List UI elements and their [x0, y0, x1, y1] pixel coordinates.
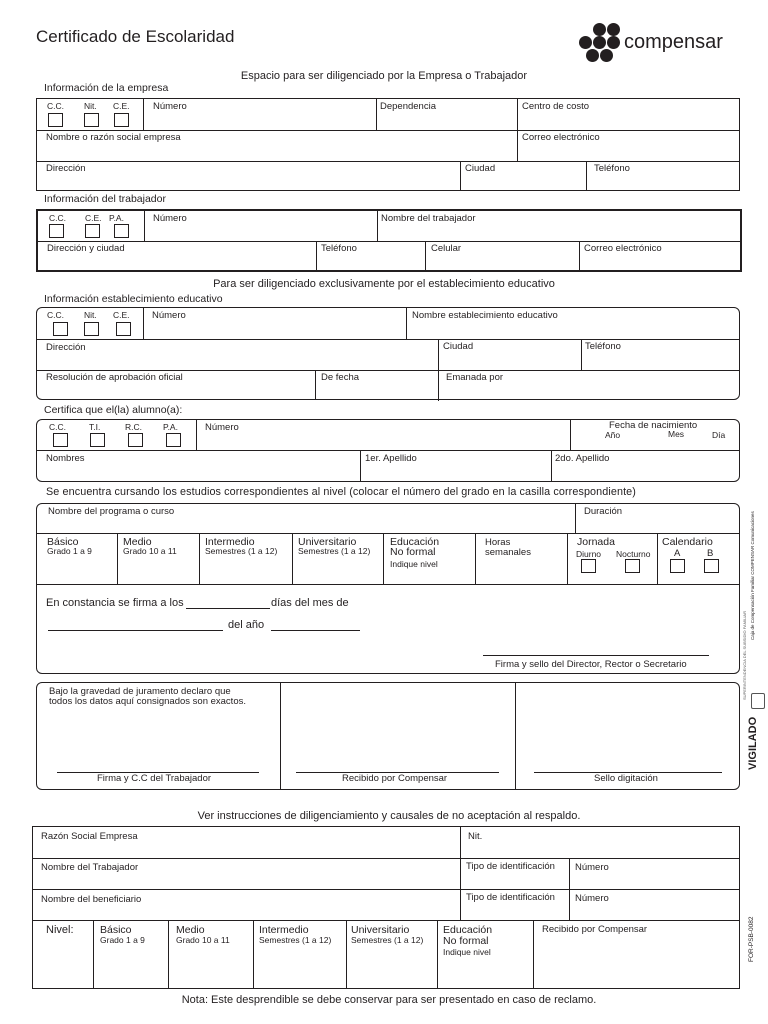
- trabajador-block: [36, 209, 742, 272]
- jornada-nocturno-label: Nocturno: [616, 549, 651, 559]
- logo-dot-icon: [607, 23, 620, 36]
- logo-dot-icon: [586, 49, 599, 62]
- establecimiento-block: [36, 307, 740, 400]
- caja-compensacion-vertical: Caja de Compensación Familiar COMPENSAR Comunicaciones: [750, 511, 755, 640]
- establecimiento-emanada-field[interactable]: Emanada por: [446, 372, 504, 383]
- nivel-intermedio-label: Intermedio: [205, 536, 255, 548]
- desp-beneficiario-field[interactable]: Nombre del beneficiario: [41, 894, 142, 905]
- nivel-universitario-sub: Semestres (1 a 12): [298, 546, 371, 556]
- logo-dot-icon: [579, 36, 592, 49]
- firma-director-label: Firma y sello del Director, Rector o Secretario: [495, 659, 687, 670]
- firma-trabajador-label: Firma y C.C del Trabajador: [97, 773, 212, 784]
- desp-basico-label: Básico: [100, 924, 132, 936]
- nivel-basico-sub: Grado 1 a 9: [47, 546, 92, 556]
- jornada-diurno-label: Diurno: [576, 549, 602, 559]
- empresa-correo-field[interactable]: Correo electrónico: [522, 132, 600, 143]
- desp-universitario-label: Universitario: [351, 924, 410, 936]
- empresa-telefono-field[interactable]: Teléfono: [594, 163, 630, 174]
- desp-numero-2-field[interactable]: Número: [575, 893, 609, 904]
- desp-universitario-sub: Semestres (1 a 12): [351, 935, 424, 945]
- trabajador-celular-field[interactable]: Celular: [431, 243, 462, 254]
- desp-medio-label: Medio: [176, 924, 205, 936]
- calendario-b-checkbox[interactable]: [704, 559, 719, 573]
- estudios-intro: Se encuentra cursando los estudios correspondientes al nivel (colocar el número del grado en la casilla correspondiente): [46, 486, 636, 498]
- page-title: Certificado de Escolaridad: [36, 27, 235, 46]
- calendario-a-checkbox[interactable]: [670, 559, 685, 573]
- id-type-cc-label: C.C.: [49, 213, 66, 223]
- constancia-ano-line[interactable]: [271, 630, 360, 631]
- establecimiento-resolucion-field[interactable]: Resolución de aprobación oficial: [46, 372, 183, 383]
- desp-nombre-trabajador-field[interactable]: Nombre del Trabajador: [41, 862, 139, 873]
- jornada-label: Jornada: [577, 536, 615, 548]
- section-intro-establecimiento: Para ser diligenciado exclusivamente por el establecimiento educativo: [213, 278, 555, 290]
- fecha-nacimiento-label: Fecha de nacimiento: [609, 420, 698, 431]
- establecimiento-fecha-field[interactable]: De fecha: [321, 372, 360, 383]
- jornada-diurno-checkbox[interactable]: [581, 559, 596, 573]
- desp-numero-1-field[interactable]: Número: [575, 862, 609, 873]
- id-type-nit-label: Nit.: [84, 101, 97, 111]
- empresa-centro-costo-field[interactable]: Centro de costo: [522, 101, 590, 112]
- desp-indique-label: Indique nivel: [443, 947, 491, 957]
- firma-director-line[interactable]: [483, 655, 709, 656]
- establecimiento-telefono-field[interactable]: Teléfono: [585, 341, 621, 352]
- empresa-section-label: Información de la empresa: [44, 82, 169, 94]
- establecimiento-nombre-field[interactable]: Nombre establecimiento educativo: [412, 310, 558, 321]
- alumno-apellido2-field[interactable]: 2do. Apellido: [555, 453, 610, 464]
- juramento-text-2: todos los datos aquí consignados son exactos.: [49, 696, 246, 707]
- vigilado-vertical: VIGILADO: [747, 716, 759, 770]
- desp-nit-field[interactable]: Nit.: [468, 831, 483, 842]
- constancia-text-b: días del mes de: [271, 597, 349, 609]
- constancia-del-ano: del año: [228, 619, 265, 631]
- desp-intermedio-sub: Semestres (1 a 12): [259, 935, 332, 945]
- sello-digitacion-label: Sello digitación: [594, 773, 658, 784]
- empresa-direccion-field[interactable]: Dirección: [46, 163, 86, 174]
- id-type-cc-checkbox[interactable]: [53, 433, 68, 447]
- id-type-cc-label: C.C.: [49, 422, 66, 432]
- id-type-ce-checkbox[interactable]: [116, 322, 131, 336]
- jornada-nocturno-checkbox[interactable]: [625, 559, 640, 573]
- desp-tipo-id-1-field[interactable]: Tipo de identificación: [466, 861, 555, 872]
- id-type-nit-checkbox[interactable]: [84, 113, 99, 127]
- trabajador-section-label: Información del trabajador: [44, 193, 166, 205]
- establecimiento-numero-field[interactable]: Número: [152, 310, 186, 321]
- desp-medio-sub: Grado 10 a 11: [176, 935, 230, 945]
- calendario-a-label: A: [674, 548, 681, 559]
- programa-field[interactable]: Nombre del programa o curso: [48, 506, 175, 517]
- instrucciones-text: Ver instrucciones de diligenciamiento y causales de no aceptación al respaldo.: [197, 810, 581, 822]
- id-type-ti-checkbox[interactable]: [90, 433, 105, 447]
- logo-dot-icon: [600, 49, 613, 62]
- logo-dot-icon: [593, 23, 606, 36]
- desp-educacion-label: Educación: [443, 924, 493, 936]
- empresa-numero-field[interactable]: Número: [153, 101, 187, 112]
- supersubsidio-seal-icon: [751, 693, 765, 709]
- id-type-cc-checkbox[interactable]: [49, 224, 64, 238]
- id-type-cc-checkbox[interactable]: [53, 322, 68, 336]
- desp-tipo-id-2-field[interactable]: Tipo de identificación: [466, 892, 555, 903]
- fecha-ano-field[interactable]: Año: [605, 430, 621, 440]
- alumno-nombres-field[interactable]: Nombres: [46, 453, 85, 464]
- logo-dot-icon: [593, 36, 606, 49]
- id-type-nit-checkbox[interactable]: [84, 322, 99, 336]
- id-type-ce-label: C.E.: [85, 213, 102, 223]
- alumno-numero-field[interactable]: Número: [205, 422, 239, 433]
- id-type-cc-checkbox[interactable]: [48, 113, 63, 127]
- id-type-ce-checkbox[interactable]: [85, 224, 100, 238]
- desp-no-formal-label: No formal: [443, 935, 489, 947]
- section-intro-empresa: Espacio para ser diligenciado por la Empresa o Trabajador: [240, 70, 528, 82]
- constancia-mes-line[interactable]: [48, 630, 223, 631]
- trabajador-correo-field[interactable]: Correo electrónico: [584, 243, 662, 254]
- alumno-section-label: Certifica que el(la) alumno(a):: [44, 404, 183, 416]
- trabajador-nombre-field[interactable]: Nombre del trabajador: [381, 213, 476, 224]
- id-type-cc-label: C.C.: [47, 310, 64, 320]
- nivel-medio-label: Medio: [123, 536, 152, 548]
- trabajador-numero-field[interactable]: Número: [153, 213, 187, 224]
- id-type-nit-label: Nit.: [84, 310, 97, 320]
- id-type-pa-label: P.A.: [109, 213, 124, 223]
- nivel-educacion-label: Educación: [390, 536, 440, 548]
- trabajador-telefono-field[interactable]: Teléfono: [321, 243, 357, 254]
- establecimiento-direccion-field[interactable]: Dirección: [46, 342, 86, 353]
- estudios-block: [36, 503, 740, 674]
- id-type-rc-checkbox[interactable]: [128, 433, 143, 447]
- calendario-label: Calendario: [662, 536, 713, 548]
- nivel-medio-sub: Grado 10 a 11: [123, 546, 177, 556]
- nivel-basico-label: Básico: [47, 536, 79, 548]
- id-type-pa-label: P.A.: [163, 422, 178, 432]
- nota-text: Nota: Este desprendible se debe conservar para ser presentado en caso de reclamo.: [181, 994, 597, 1006]
- desp-razon-social-field[interactable]: Razón Social Empresa: [41, 831, 138, 842]
- form-code-vertical: FOR-PSB-0082: [748, 916, 755, 962]
- desp-intermedio-label: Intermedio: [259, 924, 309, 936]
- id-type-pa-checkbox[interactable]: [114, 224, 129, 238]
- calendario-b-label: B: [707, 548, 714, 559]
- trabajador-direccion-field[interactable]: Dirección y ciudad: [47, 243, 125, 254]
- juramento-block: [36, 682, 740, 790]
- logo-dot-icon: [607, 36, 620, 49]
- id-type-ce-checkbox[interactable]: [114, 113, 129, 127]
- establecimiento-ciudad-field[interactable]: Ciudad: [443, 341, 474, 352]
- desp-basico-sub: Grado 1 a 9: [100, 935, 145, 945]
- id-type-rc-label: R.C.: [125, 422, 142, 432]
- empresa-ciudad-field[interactable]: Ciudad: [465, 163, 496, 174]
- supersubsidio-vertical: SUPERINTENDENCIA DEL SUBSIDIO FAMILIAR: [742, 611, 747, 700]
- nivel-intermedio-sub: Semestres (1 a 12): [205, 546, 278, 556]
- duracion-field[interactable]: Duración: [584, 506, 623, 517]
- nivel-no-formal-label: No formal: [390, 546, 436, 558]
- id-type-pa-checkbox[interactable]: [166, 433, 181, 447]
- constancia-text-a: En constancia se firma a los: [46, 597, 184, 609]
- id-type-ce-label: C.E.: [113, 101, 130, 111]
- empresa-dependencia-field[interactable]: Dependencia: [380, 101, 436, 112]
- recibido-compensar-label: Recibido por Compensar: [342, 773, 448, 784]
- compensar-logo: [578, 22, 748, 62]
- semanales-label: semanales: [485, 547, 531, 558]
- desp-nivel-label: Nivel:: [46, 924, 74, 936]
- juramento-text-1: Bajo la gravedad de juramento declaro que: [49, 686, 231, 697]
- nivel-universitario-label: Universitario: [298, 536, 357, 548]
- desp-recibido-field[interactable]: Recibido por Compensar: [542, 924, 648, 935]
- brand-name: compensar: [624, 31, 723, 53]
- fecha-mes-field[interactable]: Mes: [668, 429, 685, 439]
- horas-label: Horas: [485, 537, 511, 548]
- alumno-block: [36, 419, 740, 482]
- desprendible-block: [32, 826, 740, 989]
- id-type-ti-label: T.I.: [89, 422, 101, 432]
- nivel-indique-label: Indique nivel: [390, 559, 438, 569]
- alumno-apellido1-field[interactable]: 1er. Apellido: [365, 453, 417, 464]
- empresa-block: [36, 98, 740, 191]
- id-type-ce-label: C.E.: [113, 310, 130, 320]
- id-type-cc-label: C.C.: [47, 101, 64, 111]
- fecha-dia-field[interactable]: Día: [712, 430, 726, 440]
- empresa-razon-social-field[interactable]: Nombre o razón social empresa: [46, 132, 181, 143]
- establecimiento-section-label: Información establecimiento educativo: [44, 293, 223, 305]
- constancia-dias-line[interactable]: [186, 608, 270, 609]
